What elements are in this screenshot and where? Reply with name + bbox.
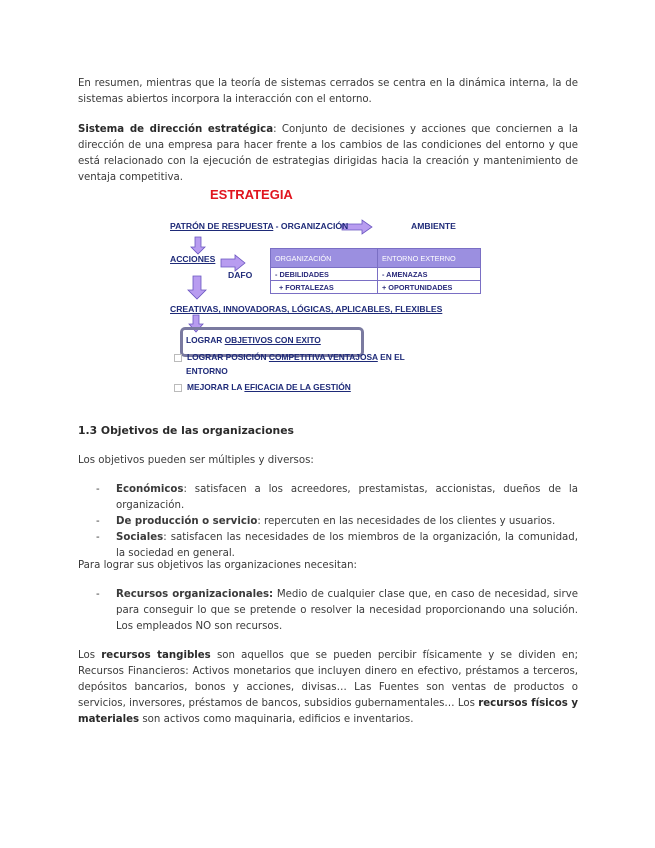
table-cell: - AMENAZAS (378, 268, 481, 281)
paragraph-needs-intro: Para lograr sus objetivos las organizaciones necesitan: (78, 560, 357, 571)
obj2-tail: EN EL (377, 352, 405, 362)
list-item (78, 514, 578, 530)
dash-bullet: - (96, 589, 100, 600)
organizacion-label: - ORGANIZACIÓN (273, 221, 349, 231)
text-segment: son aquellos que se pueden percibir físicamente y se dividen en; Recursos Financieros: Activos monetarios que incluyen dinero en efectivo, préstamos a terceros, depósitos bancarios, bonos y acciones, divisas… Las Fuentes son ventas de productos o servicios, inversores, préstamos de bancos, subsidios gubernamentales… Los (78, 650, 578, 709)
definition-strategic-system: : Conjunto de decisiones y acciones que conciernen a la dirección de una empresa para hacer frente a los cambios de las condiciones del entorno y que está relacionado con la ejecución de estrategias dirigidas hacia la creación y mantenimiento de ventaja competitiva. (78, 124, 578, 183)
objetivo-2-cont: ENTORNO (186, 366, 228, 376)
arrow-down-icon (188, 276, 206, 299)
obj3-text: MEJORAR LA (187, 382, 245, 392)
strategy-figure (166, 184, 496, 399)
obj2-text: LOGRAR POSICIÓN (187, 352, 269, 362)
list-item-text: Medio de cualquier clase que, en caso de necesidad, sirve para conseguir lo que se pretende o resolver la necesidad proporcionando una solución. Los empleados NO son recursos. (116, 589, 578, 632)
objetivo-2 (174, 352, 405, 362)
arrow-down-icon (191, 237, 205, 254)
figure-title: ESTRATEGIA (210, 187, 293, 202)
section-heading: 1.3 Objetivos de las organizaciones (78, 424, 294, 437)
list-item-text: : satisfacen a los acreedores, prestamistas, accionistas, dueños de la organización. (116, 484, 578, 511)
paragraph-objectives-intro: Los objetivos pueden ser múltiples y diversos: (78, 455, 314, 466)
table-cell: + OPORTUNIDADES (378, 281, 481, 294)
term-physical-resources: recursos físicos y materiales (78, 698, 578, 725)
term-tangible-resources: recursos tangibles (101, 650, 211, 661)
bullet-square-icon (174, 354, 182, 362)
obj1-text: LOGRAR (186, 335, 225, 345)
paragraph-strategic-system (78, 122, 578, 186)
obj3-underlined: EFICACIA DE LA GESTIÓN (244, 382, 351, 392)
objectives-list (78, 482, 578, 562)
bullet-square-icon (174, 384, 182, 392)
arrow-right-icon (221, 255, 245, 271)
text-segment: son activos como maquinaria, edificios e inventarios. (139, 714, 414, 725)
obj2-underlined: COMPETITIVA VENTAJOSA (268, 352, 378, 362)
text-segment: Los (78, 650, 102, 661)
dash-bullet: - (96, 484, 100, 495)
resources-list (78, 587, 578, 635)
ambiente-label: AMBIENTE (411, 221, 456, 231)
dash-bullet: - (96, 532, 100, 543)
patron-label: PATRÓN DE RESPUESTA (170, 221, 274, 231)
paragraph-summary: En resumen, mientras que la teoría de sistemas cerrados se centra en la dinámica interna, la de sistemas abiertos incorpora la interacción con el entorno. (78, 78, 578, 105)
list-item-term: De producción o servicio (116, 516, 258, 527)
dafo-table (270, 248, 481, 294)
dash-bullet: - (96, 516, 100, 527)
list-item-term: Sociales (116, 532, 164, 543)
adjetivos-label: CREATIVAS, INNOVADORAS, LÓGICAS, APLICABLES, FLEXIBLES (170, 304, 443, 314)
list-item (78, 587, 578, 635)
obj1-underlined: OBJETIVOS CON EXITO (224, 335, 321, 345)
table-header-org: ORGANIZACIÓN (271, 249, 378, 268)
table-header-env: ENTORNO EXTERNO (378, 249, 481, 268)
list-item-term: Recursos organizacionales: (116, 589, 274, 600)
objetivo-1 (186, 335, 321, 345)
dafo-label: DAFO (228, 270, 253, 280)
table-cell: - DEBILIDADES (271, 268, 378, 281)
acciones-label: ACCIONES (170, 254, 216, 264)
list-item (78, 482, 578, 514)
term-strategic-system: Sistema de dirección estratégica (78, 124, 274, 135)
list-item-text: : satisfacen las necesidades de los miembros de la organización, la comunidad, la sociedad en general. (116, 532, 578, 559)
objetivo-3 (174, 382, 351, 392)
table-cell: + FORTALEZAS (271, 281, 378, 294)
row-patron (170, 221, 348, 231)
paragraph-tangible-resources (78, 648, 578, 728)
list-item-term: Económicos (116, 484, 184, 495)
list-item-text: : repercuten en las necesidades de los clientes y usuarios. (257, 516, 556, 527)
